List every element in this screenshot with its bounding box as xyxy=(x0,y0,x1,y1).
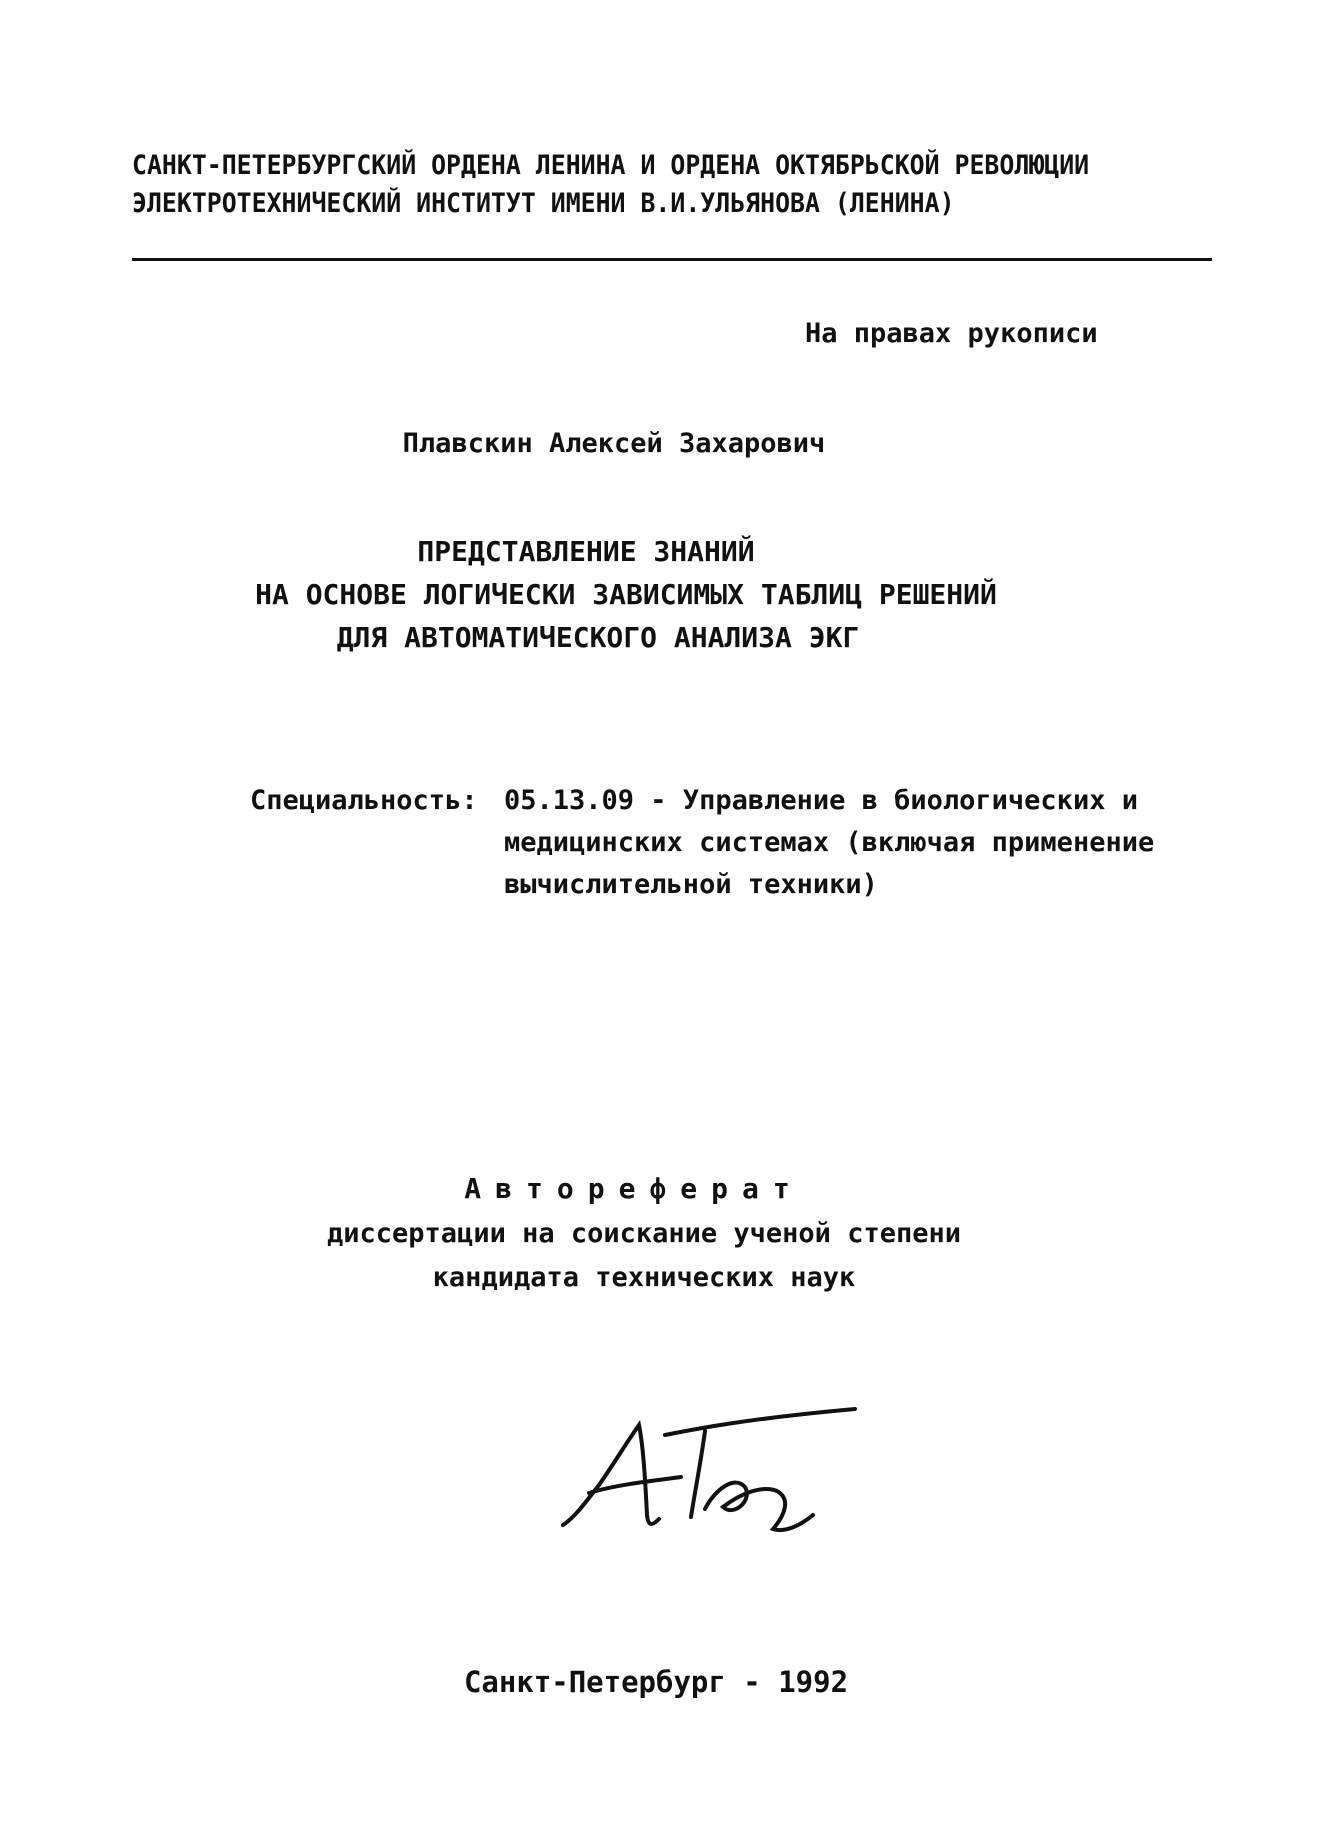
title-line-3: ДЛЯ АВТОМАТИЧЕСКОГО АНАЛИЗА ЭКГ xyxy=(336,621,860,654)
specialty-line-2: медицинских системах (включая применение xyxy=(504,827,1155,858)
specialty-line-3: вычислительной техники) xyxy=(504,869,878,900)
abstract-line-1: диссертации на соискание ученой степени xyxy=(327,1218,961,1249)
header-divider xyxy=(132,258,1212,261)
institution-line-1: САНКТ-ПЕТЕРБУРГСКИЙ ОРДЕНА ЛЕНИНА И ОРДЕНА ОКТЯБРЬСКОЙ РЕВОЛЮЦИИ xyxy=(132,150,1090,181)
signature-stroke-t xyxy=(665,1409,855,1517)
city-year: Санкт-Петербург - 1992 xyxy=(463,1665,849,1699)
specialty-label: Специальность: xyxy=(250,785,478,816)
institution-line-2: ЭЛЕКТРОТЕХНИЧЕСКИЙ ИНСТИТУТ ИМЕНИ В.И.УЛЬЯНОВА (ЛЕНИНА) xyxy=(132,188,955,219)
rights-note: На правах рукописи xyxy=(805,318,1098,349)
author-signature xyxy=(555,1405,875,1540)
abstract-line-2: кандидата технических наук xyxy=(432,1262,856,1293)
abstract-title: Автореферат xyxy=(464,1172,804,1205)
title-line-1: ПРЕДСТАВЛЕНИЕ ЗНАНИЙ xyxy=(417,535,755,568)
title-line-2: НА ОСНОВЕ ЛОГИЧЕСКИ ЗАВИСИМЫХ ТАБЛИЦ РЕШЕНИЙ xyxy=(255,578,997,611)
author-name: Плавскин Алексей Захарович xyxy=(402,428,826,459)
signature-stroke-a xyxy=(563,1425,659,1525)
specialty-line-1: 05.13.09 - Управление в биологических и xyxy=(504,785,1138,816)
signature-stroke-tail xyxy=(705,1483,813,1530)
